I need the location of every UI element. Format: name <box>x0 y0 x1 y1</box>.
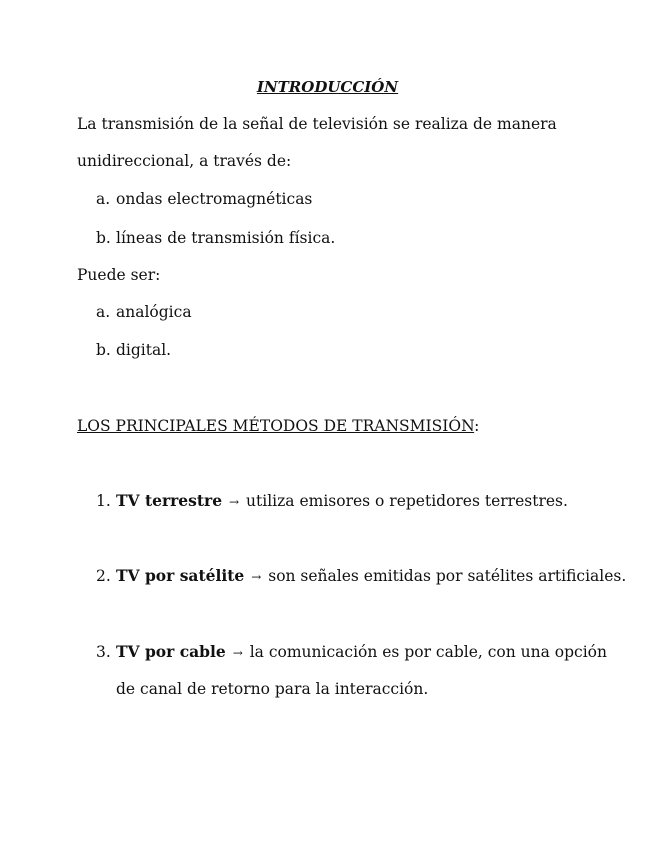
arrow-right-icon: → <box>229 495 240 509</box>
method-description: la comunicación es por cable, con una opción <box>249 643 607 661</box>
method-term: TV por cable <box>116 642 226 661</box>
list-marker: a. <box>96 303 111 321</box>
arrow-right-icon: → <box>251 570 262 584</box>
means-item-a <box>96 189 312 209</box>
can-be-label: Puede ser: <box>77 266 161 284</box>
arrow-right-icon: → <box>232 646 243 660</box>
list-item-text: líneas de transmisión física. <box>116 229 336 247</box>
method-item-2 <box>96 566 626 587</box>
list-marker: 1. <box>96 492 111 510</box>
methods-heading: LOS PRINCIPALES MÉTODOS DE TRANSMISIÓN <box>77 417 475 435</box>
method-description: utiliza emisores o repetidores terrestres. <box>246 492 568 510</box>
method-item-1 <box>96 491 568 512</box>
intro-line-2: unidireccional, a través de: <box>77 152 292 170</box>
page-title: INTRODUCCIÓN <box>256 78 399 96</box>
method-term: TV terrestre <box>116 491 223 510</box>
types-item-b <box>96 340 171 360</box>
list-marker: 2. <box>96 567 111 585</box>
method-term: TV por satélite <box>116 566 245 585</box>
list-item-text: analógica <box>116 303 192 321</box>
list-marker: a. <box>96 190 111 208</box>
list-marker: b. <box>96 229 111 247</box>
method-item-3-continuation: de canal de retorno para la interacción. <box>116 680 429 698</box>
method-item-3 <box>96 642 607 663</box>
list-marker: b. <box>96 341 111 359</box>
methods-heading-line <box>77 416 479 436</box>
list-marker: 3. <box>96 643 111 661</box>
list-item-text: ondas electromagnéticas <box>116 190 313 208</box>
method-description: son señales emitidas por satélites artificiales. <box>268 567 627 585</box>
methods-heading-colon: : <box>474 417 480 435</box>
types-item-a <box>96 302 192 322</box>
means-item-b <box>96 228 335 248</box>
intro-line-1: La transmisión de la señal de televisión se realiza de manera <box>77 115 557 133</box>
list-item-text: digital. <box>116 341 172 359</box>
